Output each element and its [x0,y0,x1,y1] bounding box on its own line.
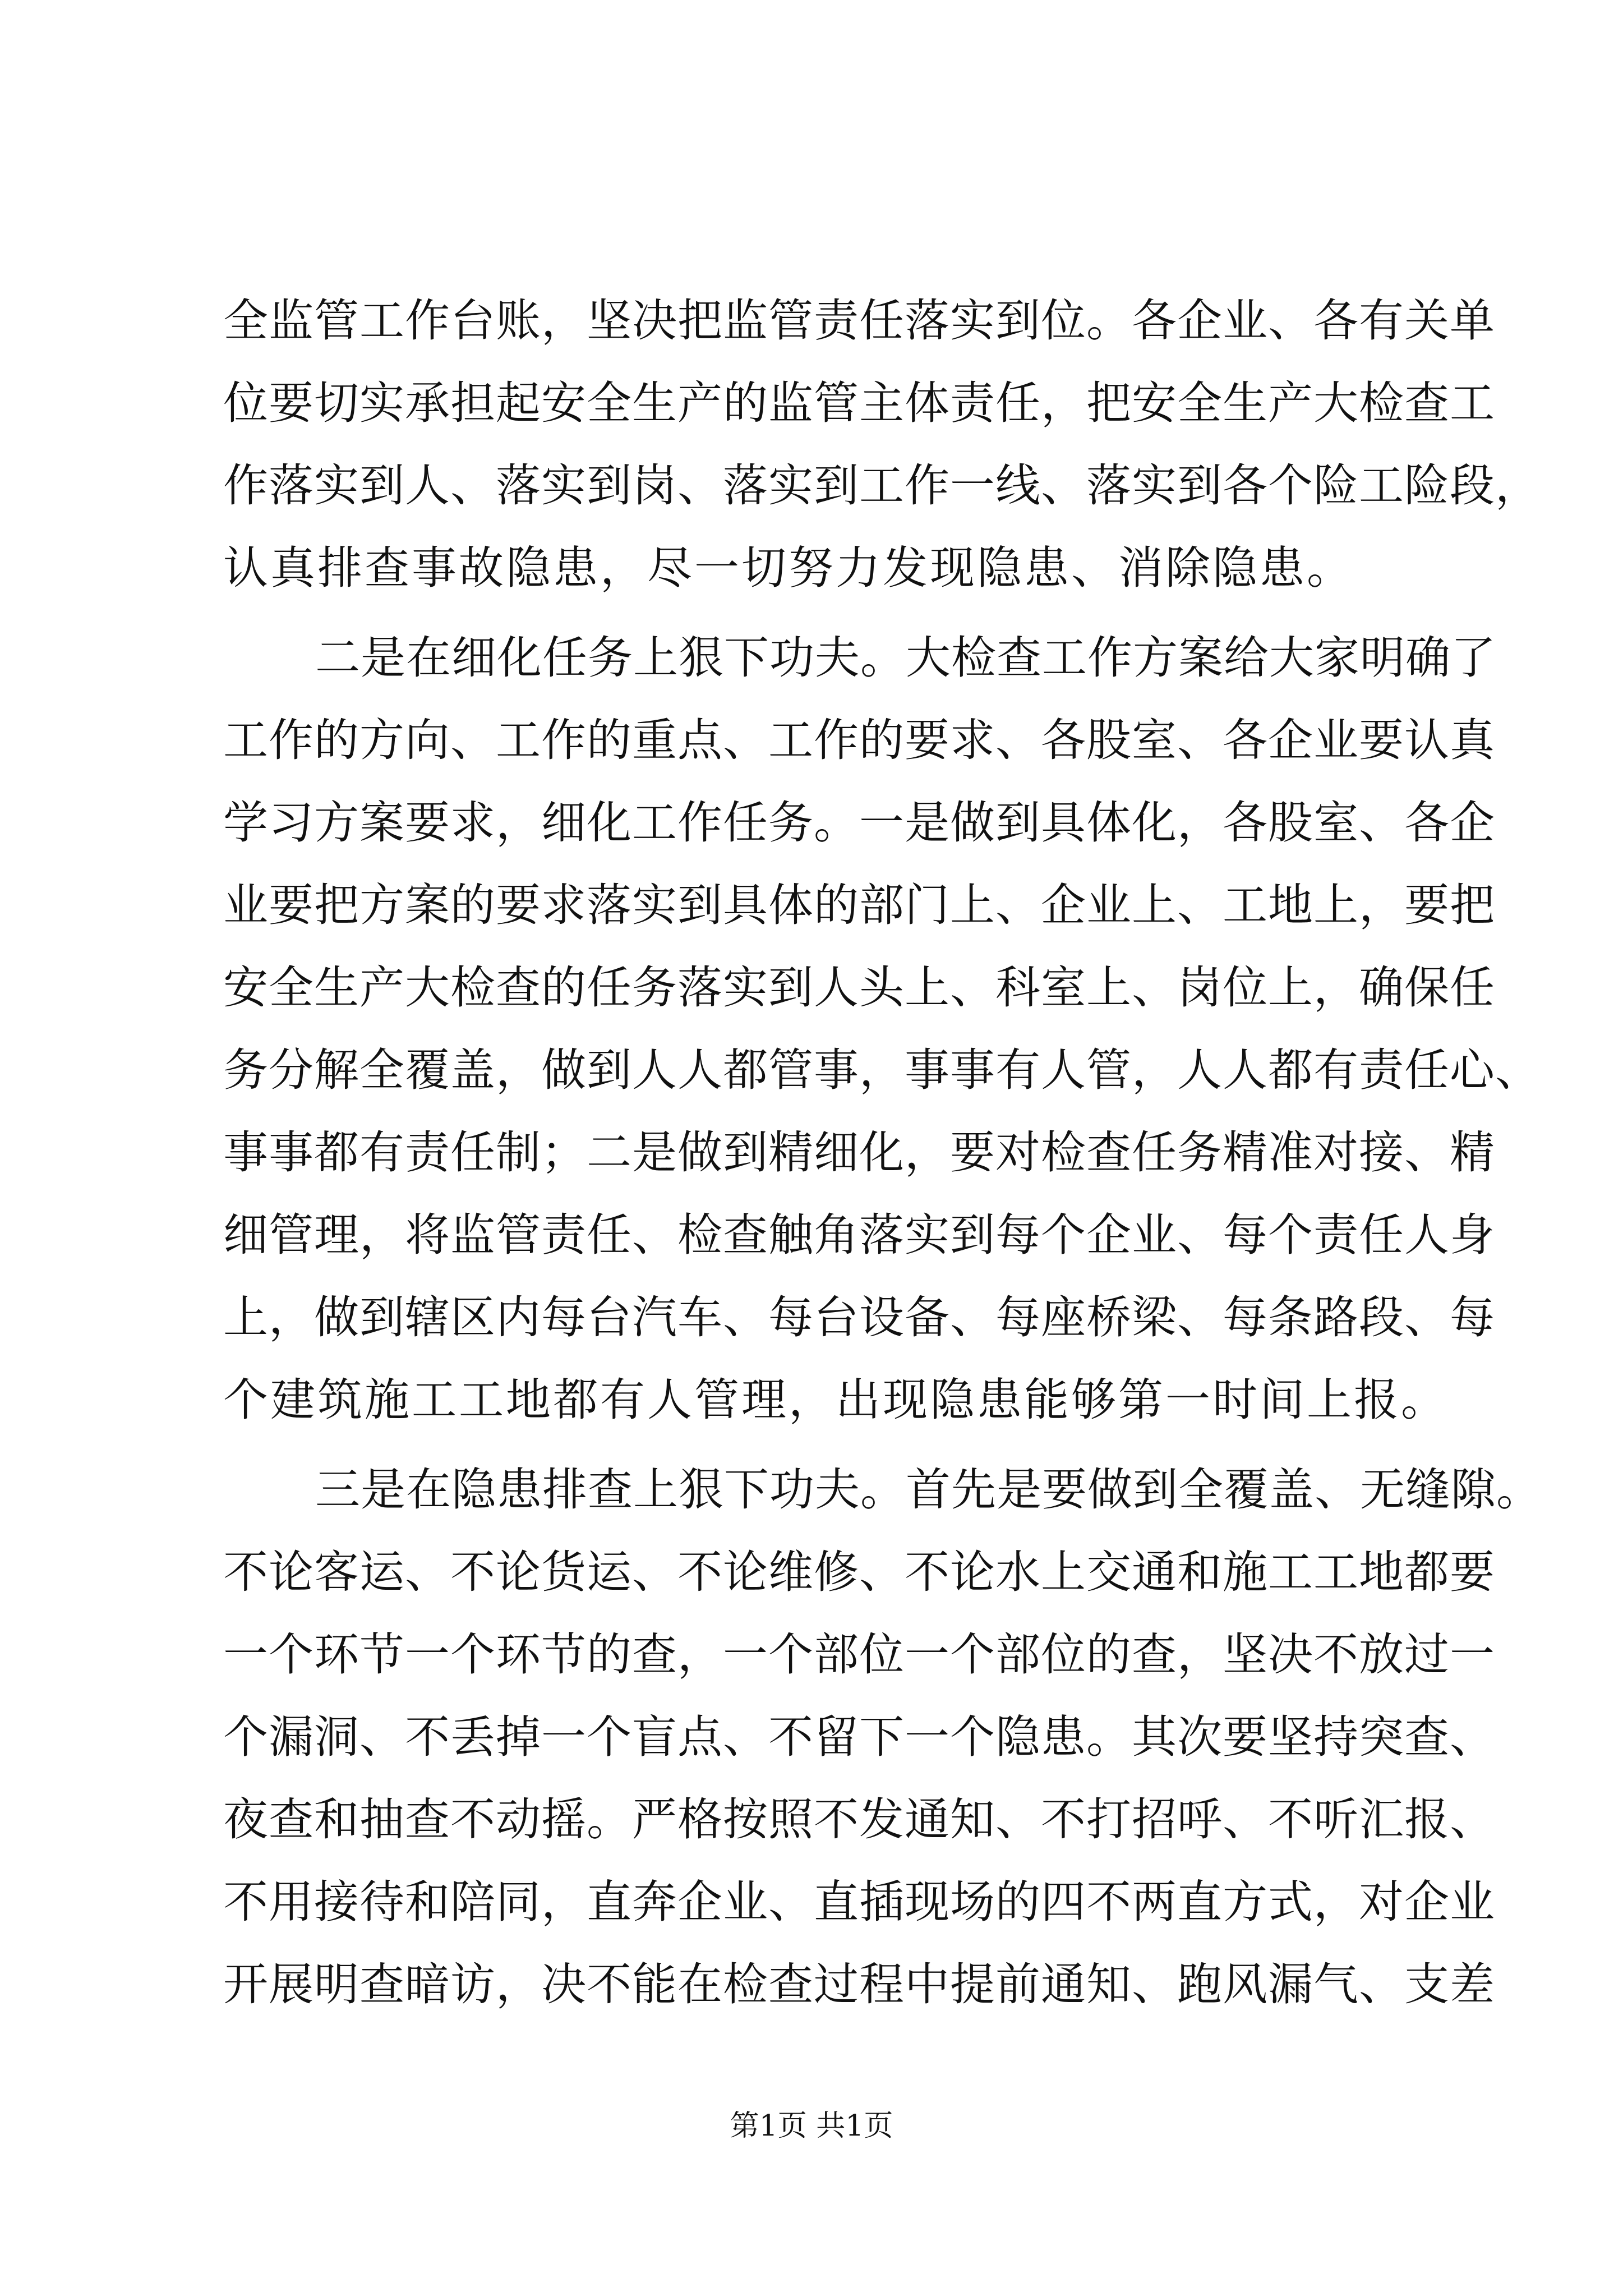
paragraph-2-line-6: 务分解全覆盖，做到人人都管事，事事有人管，人人都有责任心、 [223,1044,1541,1096]
paragraph-3-line-4: 个漏洞、不丢掉一个盲点、不留下一个隐患。其次要坚持突查、 [223,1711,1495,1763]
paragraph-3-line-3: 一个环节一个环节的查，一个部位一个部位的查，坚决不放过一 [223,1628,1495,1681]
paragraph-2-line-7: 事事都有责任制；二是做到精细化，要对检查任务精准对接、精 [223,1126,1495,1179]
paragraph-2-line-4: 业要把方案的要求落实到具体的部门上、企业上、工地上，要把 [223,879,1495,931]
paragraph-3-line-6: 不用接待和陪同，直奔企业、直插现场的四不两直方式，对企业 [223,1876,1495,1928]
page-footer: 第1页 共1页 [730,2109,893,2143]
paragraph-2-line-9: 上，做到辖区内每台汽车、每台设备、每座桥梁、每条路段、每 [223,1291,1495,1343]
paragraph-2-line-5: 安全生产大检查的任务落实到人头上、科室上、岗位上，确保任 [223,961,1495,1014]
paragraph-1-line-2: 位要切实承担起安全生产的监管主体责任，把安全生产大检查工 [223,377,1495,429]
paragraph-1-line-3: 作落实到人、落实到岗、落实到工作一线、落实到各个险工险段， [223,459,1541,512]
paragraph-1-line-4: 认真排查事故隐患，尽一切努力发现隐患、消除隐患。 [223,542,1354,594]
paragraph-2-line-2: 工作的方向、工作的重点、工作的要求、各股室、各企业要认真 [223,714,1495,766]
paragraph-2-line-8: 细管理，将监管责任、检查触角落实到每个企业、每个责任人身 [223,1209,1495,1261]
paragraph-1-line-1: 全监管工作台账，坚决把监管责任落实到位。各企业、各有关单 [223,295,1495,347]
paragraph-2-line-3: 学习方案要求，细化工作任务。一是做到具体化，各股室、各企 [223,797,1495,849]
paragraph-3-line-7: 开展明查暗访，决不能在检查过程中提前通知、跑风漏气、支差 [223,1958,1495,2010]
paragraph-2-line-1: 二是在细化任务上狠下功夫。大检查工作方案给大家明确了 [315,632,1496,684]
paragraph-3-line-5: 夜查和抽查不动摇。严格按照不发通知、不打招呼、不听汇报、 [223,1793,1495,1846]
document-body [223,279,1542,2026]
paragraph-3-line-1: 三是在隐患排查上狠下功夫。首先是要做到全覆盖、无缝隙。 [315,1464,1542,1516]
paragraph-3-line-2: 不论客运、不论货运、不论维修、不论水上交通和施工工地都要 [223,1546,1495,1598]
paragraph-2-line-10: 个建筑施工工地都有人管理，出现隐患能够第一时间上报。 [223,1374,1448,1426]
